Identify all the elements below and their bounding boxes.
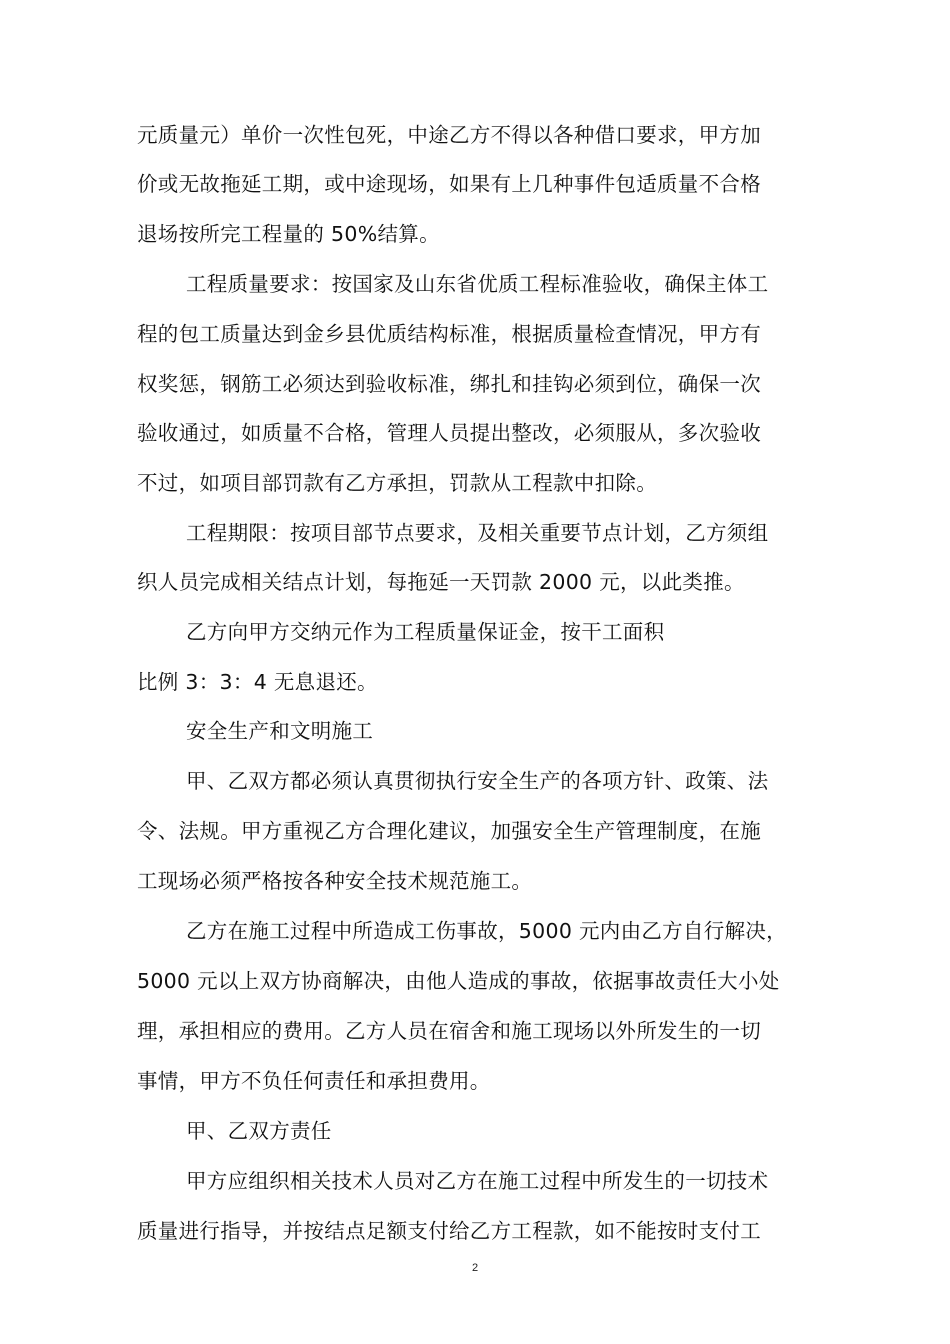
section-heading: 安全生产和文明施工: [186, 719, 374, 743]
paragraph-start-line: 甲、乙双方都必须认真贯彻执行安全生产的各项方针、政策、法: [186, 769, 769, 793]
text-line: 织人员完成相关结点计划，每拖延一天罚款 2000 元，以此类推。: [137, 570, 745, 594]
text-line: 元质量元）单价一次性包死，中途乙方不得以各种借口要求，甲方加: [137, 123, 761, 147]
text-line: 令、法规。甲方重视乙方合理化建议，加强安全生产管理制度，在施: [137, 819, 761, 843]
text-line: 事情，甲方不负任何责任和承担费用。: [137, 1069, 491, 1093]
text-line: 权奖惩，钢筋工必须达到验收标准，绑扎和挂钩必须到位，确保一次: [137, 372, 761, 396]
paragraph-start-line: 乙方向甲方交纳元作为工程质量保证金，按干工面积: [186, 620, 665, 644]
paragraph-start-line: 工程质量要求：按国家及山东省优质工程标准验收，确保主体工: [186, 272, 769, 296]
paragraph-start-line: 工程期限：按项目部节点要求，及相关重要节点计划，乙方须组: [186, 521, 769, 545]
text-line: 工现场必须严格按各种安全技术规范施工。: [137, 869, 533, 893]
text-line: 理，承担相应的费用。乙方人员在宿舍和施工现场以外所发生的一切: [137, 1019, 761, 1043]
text-line: 不过，如项目部罚款有乙方承担，罚款从工程款中扣除。: [137, 471, 657, 495]
paragraph-start-line: 甲方应组织相关技术人员对乙方在施工过程中所发生的一切技术: [186, 1169, 769, 1193]
text-line: 退场按所完工程量的 50%结算。: [137, 222, 440, 246]
section-heading: 甲、乙双方责任: [186, 1119, 332, 1143]
page-number: 2: [471, 1262, 479, 1274]
text-line: 价或无故拖延工期，或中途现场，如果有上几种事件包适质量不合格: [137, 172, 761, 196]
text-line: 比例 3：3：4 无息退还。: [137, 670, 378, 694]
text-line: 程的包工质量达到金乡县优质结构标准，根据质量检查情况，甲方有: [137, 322, 761, 346]
text-line: 验收通过，如质量不合格，管理人员提出整改，必须服从，多次验收: [137, 421, 761, 445]
text-line: 5000 元以上双方协商解决，由他人造成的事故，依据事故责任大小处: [137, 969, 780, 993]
paragraph-start-line: 乙方在施工过程中所造成工伤事故，5000 元内由乙方自行解决，: [186, 919, 787, 943]
text-line: 质量进行指导，并按结点足额支付给乙方工程款，如不能按时支付工: [137, 1219, 761, 1243]
